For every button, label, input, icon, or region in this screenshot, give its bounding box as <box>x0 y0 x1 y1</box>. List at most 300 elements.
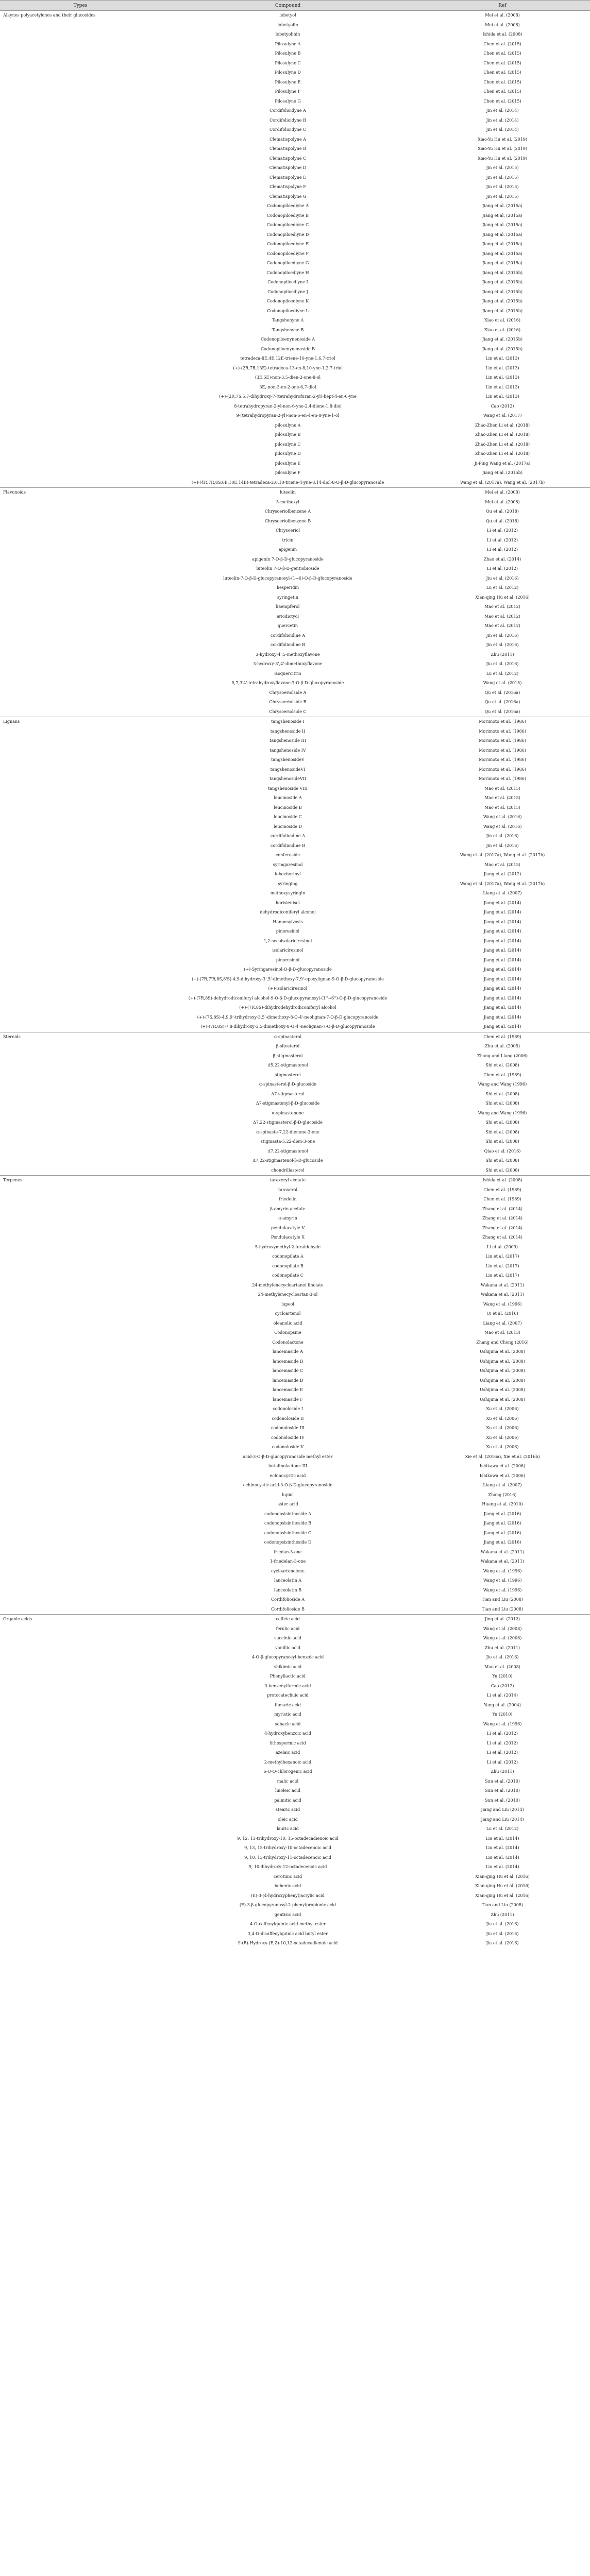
ref-cell: Wang and Wang (1996) <box>478 1082 527 1087</box>
ref-cell: Chen et al. (1989) <box>483 1072 521 1077</box>
ref-cell: Xian-qing Hu et al. (2016) <box>475 595 530 600</box>
compound-cell: linoleic acid <box>275 1788 300 1793</box>
compound-cell: Clematispolyne C <box>269 156 307 161</box>
ref-cell: Wang et al. (1996) <box>483 1587 522 1592</box>
compound-cell: gentisic acid <box>274 1912 301 1917</box>
compound-cell: tangshenoside I <box>161 717 415 727</box>
ref-cell: Mei et al. (2008) <box>485 22 520 27</box>
ref-cell: Wang et al. (1996) <box>483 1301 522 1307</box>
header-compound: Compound <box>161 1 415 11</box>
ref-cell: Jiang et al. (2012) <box>483 872 521 876</box>
ref-cell: Lin et al. (2013) <box>485 384 519 389</box>
compound-cell: (E)-3-β-glucopyranosyl-2-phenylpropionic acid <box>239 1903 336 1907</box>
ref-cell: Ji-Ping Wang et al. (2017a) <box>474 461 531 466</box>
table-row <box>0 1176 590 1185</box>
ref-cell: Jiu et al. (2016) <box>486 1931 519 1936</box>
compound-cell: 3-hydroxy-4',5-methoxyflavone <box>256 652 320 657</box>
compound-cell: taraxeryl acetate <box>161 1176 415 1185</box>
compound-cell: 6-O-Q-chlorogenic acid <box>263 1769 312 1774</box>
ref-cell: Jiang et al. (2014) <box>483 976 521 981</box>
ref-cell: Zhao et al. (2014) <box>483 556 521 562</box>
ref-cell: Chen et al. (2015) <box>483 79 521 84</box>
compound-cell: Codonopiloediyne H <box>266 270 309 275</box>
compound-cell: 4-hydroxybenzoic acid <box>264 1731 311 1736</box>
ref-cell: Lin et al. (2013) <box>485 356 519 361</box>
ref-cell: Xian-qing Hu et al. (2016) <box>475 1884 530 1888</box>
compound-cell: syringetin <box>277 595 298 600</box>
ref-cell: Wang et al. (2015) <box>483 681 522 685</box>
ref-cell: Lu et al. (2012) <box>486 585 519 590</box>
compound-cell: Pilosulyne G <box>275 98 301 104</box>
ref-cell: Li et al. (2012) <box>487 1731 518 1736</box>
table-row <box>0 11 590 21</box>
ref-cell: Xiao-Yu Hu et al. (2019) <box>477 137 528 142</box>
compound-cell: pinoresinol <box>276 957 300 962</box>
compound-cell: lancemaside C <box>272 1368 304 1373</box>
compound-cell: Clematispolyne A <box>269 137 306 142</box>
ref-cell: Tian and Liu (2008) <box>481 1606 524 1612</box>
ref-cell: Ushijima et al. (2008) <box>479 1359 525 1364</box>
ref-cell: Liang et al. (2007) <box>483 1483 522 1487</box>
compound-cell: 4-O-β-glucopyranosyl-benzoic acid <box>251 1655 324 1659</box>
ref-cell: Jiang et al. (2015a) <box>482 213 522 218</box>
ref-cell: Jiang et al. (2015b) <box>482 337 522 342</box>
compound-cell: Codonopiloediyne G <box>266 261 309 265</box>
ref-cell: Shi et al. (2008) <box>485 1129 519 1134</box>
type-cell: Flavonoids <box>0 488 161 717</box>
compound-cell: α-spinasterol <box>161 1032 415 1042</box>
ref-cell: Mei et al. (2008) <box>485 499 520 504</box>
compound-cell: Codonopiloediyne F <box>267 251 309 256</box>
compound-cell: kaempferol <box>276 604 300 609</box>
ref-cell: Wakana et al. (2011) <box>481 1292 524 1297</box>
compound-cell: tetradeca-8E,4E,12E-triene-10-yne-1,6,7-triol <box>240 356 335 361</box>
ref-cell: Jiang et al. (2014) <box>483 929 521 934</box>
ref-cell: Jiang et al. (2015b) <box>482 470 522 475</box>
ref-cell: Jiang and Liu (2014) <box>481 1807 524 1812</box>
compound-cell: 3,4-O-dicaffeoylquinic acid butyl ester <box>248 1931 328 1936</box>
ref-cell: Lin et al. (2013) <box>485 375 519 380</box>
compound-cell: pilosulyne C <box>275 442 301 447</box>
compound-cell: Chrysoeriolside B <box>269 700 307 704</box>
compound-cell: 1,2-secoisolariciresinol <box>263 938 312 943</box>
compound-cell: Chrysoeriolside C <box>269 709 307 714</box>
compound-cell: 9-(tetrahydropyran-2-yl)-non-6-en-4-en-8-yne-1-ol <box>236 413 340 418</box>
ref-cell: Jiang et al. (2014) <box>483 919 521 924</box>
compound-cell: (+)-(7R,7'R,8S,8'S)-4,9-dihydroxy-3',5'-dimethoxy-7,9'-epoxylignan-9-O-β-D-glucopyranoside <box>192 976 384 981</box>
ref-cell: Tian and Liu (2008) <box>481 1597 524 1602</box>
ref-cell: Liu et al. (2017) <box>485 1273 519 1278</box>
ref-cell: Wang et al. (2008) <box>483 1636 522 1640</box>
compound-cell: lobetyolin <box>277 22 298 27</box>
compound-cell: friedelin <box>279 1197 297 1201</box>
compound-cell: methoxysyringin <box>270 891 306 895</box>
compound-cell: conferoside <box>275 853 300 857</box>
ref-cell: Mao et al. (2015) <box>484 805 520 810</box>
table-row <box>0 1615 590 1624</box>
ref-cell: Jiang et al. (2014) <box>483 1005 521 1010</box>
ref-cell: Qu et al. (2016a) <box>484 690 520 695</box>
ref-cell: Jiu et al. (2016) <box>486 1655 519 1659</box>
ref-cell: Morimoto et al. (1986) <box>479 738 526 743</box>
ref-cell: Yu (2010) <box>492 1674 513 1679</box>
ref-cell: Jin et al. (2016) <box>486 834 519 838</box>
compound-cell: codonoloside III <box>271 1426 305 1430</box>
compound-cell: pinoresinol <box>276 929 300 934</box>
ref-cell: Ushijima et al. (2008) <box>479 1397 525 1402</box>
ref-cell: Zhu (2011) <box>491 1912 514 1917</box>
compound-cell: fumaric acid <box>275 1702 301 1707</box>
ref-cell: Jing et al. (2012) <box>415 1615 590 1624</box>
compound-cell: Codonopiloediyne C <box>266 223 309 227</box>
table-header-row <box>0 1 590 11</box>
ref-cell: Sun et al. (2010) <box>485 1778 520 1784</box>
ref-cell: Jiang et al. (2014) <box>483 995 521 1001</box>
compound-cell: lauric acid <box>277 1826 299 1831</box>
ref-cell: Xu et al. (2006) <box>486 1416 519 1421</box>
ref-cell: Ishikawa et al. (2006) <box>479 1464 526 1468</box>
compound-cell: tangshenosideVII <box>269 776 306 781</box>
ref-cell: Qiao et al. (2016) <box>484 1148 521 1154</box>
compound-cell: β-stigmasterol <box>273 1053 303 1058</box>
compound-cell: lancemaside A <box>273 1349 303 1354</box>
ref-cell: Wang et al. (2017a), Wang et al. (2017b) <box>460 480 545 485</box>
ref-cell: Qu et al. (2016a) <box>484 700 520 704</box>
compound-cell: myristic acid <box>274 1712 301 1717</box>
compound-cell: 4-O-caffeoylquinic acid methyl ester <box>250 1922 326 1926</box>
type-cell: Steroids <box>0 1032 161 1176</box>
compound-cell: 9, 10-dihydroxy-12-octadecenoic acid <box>248 1865 327 1869</box>
ref-cell: Zhang et al. (2014) <box>482 1206 522 1211</box>
table-row <box>0 488 590 498</box>
compound-cell: taraxerol <box>278 1187 298 1192</box>
ref-cell: Liu et al. (2014) <box>485 1845 519 1850</box>
compound-cell: pilosulyne E <box>275 461 301 466</box>
ref-cell: Shi et al. (2008) <box>485 1139 519 1144</box>
ref-cell: Jiang et al. (2014) <box>483 957 521 962</box>
compound-cell: Pilosulyne A <box>275 41 301 46</box>
ref-cell: Xiao-Yu Hu et al. (2019) <box>477 156 528 161</box>
ref-cell: Yang et al. (2004) <box>484 1702 521 1707</box>
ref-cell: Wang et al. (2016) <box>483 824 522 829</box>
compound-cell: 5-hydroxymethyl-2-furaldehyde <box>255 1244 321 1249</box>
ref-cell: Jiang et al. (2015b) <box>482 299 522 303</box>
compound-cell: (+)-(7S,8S)-4,9,9'-trihydroxy-3,5'-dimethoxy-8-O-4'-neolignan-7-O-β-D-glucopyranoside <box>197 1014 379 1020</box>
ref-cell: Jin et al. (2015) <box>486 194 519 199</box>
ref-cell: Mao et al. (2015) <box>484 786 520 791</box>
compound-cell: 3E,-non-3-en-2-one-6,7-diol <box>259 384 316 389</box>
ref-cell: Qu et al. (2018) <box>486 509 519 514</box>
compound-cell: stearic acid <box>275 1807 300 1812</box>
compound-cell: Cordifolioidyne A <box>269 108 306 113</box>
compound-cell: Chrysoeriolside A <box>269 690 307 695</box>
ref-cell: Jiang et al. (2016) <box>483 1530 521 1535</box>
ref-cell: Jiang et al. (2016) <box>483 1521 521 1526</box>
compound-cell: lancemaside F <box>273 1397 303 1402</box>
ref-cell: Jiang et al. (2014) <box>483 948 521 953</box>
compound-cell: isoquercitrin <box>274 671 301 676</box>
compound-cell: lupeol <box>281 1301 294 1307</box>
compound-cell: Cordifolioidyne C <box>269 127 306 132</box>
compound-cell: malic acid <box>277 1778 299 1784</box>
ref-cell: Jiang et al. (2015b) <box>482 346 522 351</box>
compound-cell: Pilosulyne C <box>275 60 301 65</box>
ref-cell: Jiang et al. (2014) <box>483 938 521 943</box>
compound-cell: Tangshenyne B <box>272 327 304 332</box>
ref-cell: Tian and Liu (2008) <box>481 1903 524 1907</box>
ref-cell: Xu et al. (2006) <box>486 1445 519 1449</box>
ref-cell: Jiang and Liu (2014) <box>481 1817 524 1822</box>
compound-cell: Cordifolioside A <box>271 1597 305 1602</box>
compound-cell: Pilosulyne D <box>275 70 301 75</box>
ref-cell: Morimoto et al. (1986) <box>479 776 526 781</box>
compound-cell: Clematispolyne D <box>269 165 307 170</box>
ref-cell: Jin et al. (2016) <box>486 843 519 848</box>
ref-cell: Jin et al. (2015) <box>486 184 519 189</box>
compound-cell: lanceolatin B <box>274 1587 302 1592</box>
ref-cell: Mao et al. (2012) <box>484 623 520 628</box>
compound-cell: hesperidin <box>276 585 299 590</box>
compound-cell: oleanolic acid <box>273 1320 302 1326</box>
ref-cell: Wang et al. (2017a), Wang et al. (2017b) <box>460 853 545 857</box>
ref-cell: Ushijima et al. (2008) <box>479 1368 525 1373</box>
compound-cell: luteolin 7-O-β-D-gentiobioside <box>256 566 319 571</box>
ref-cell: Jiang et al. (2015a) <box>482 261 522 265</box>
ref-cell: Jin et al. (2014) <box>486 117 519 123</box>
compound-cell: tangshenosideV <box>271 757 305 762</box>
ref-cell: Wang and Wang (1996) <box>478 1110 527 1115</box>
compound-cell: Clematispolyne F <box>269 184 306 189</box>
ref-cell: Jiang et al. (2014) <box>483 910 521 914</box>
compound-cell: tangshenoside III <box>269 738 306 743</box>
ref-cell: Liu et al. (2014) <box>485 1836 519 1841</box>
compound-cell: Cordifolioidyne B <box>269 117 306 123</box>
compound-cell: Phenyllactic acid <box>269 1674 306 1679</box>
compound-cell: codonoloside I <box>273 1406 303 1411</box>
ref-cell: Shi et al. (2008) <box>485 1091 519 1096</box>
ref-cell: Mei et al. (2008) <box>415 488 590 498</box>
compound-cell: 9, 13, 15-trihydroxy-10-octadecenoic acid <box>244 1845 331 1850</box>
ref-cell: Xie et al. (2016a), Xie et al. (2016b) <box>465 1454 540 1459</box>
ref-cell: Li et al. (2012) <box>487 1759 518 1765</box>
compound-cell: Chrysoeriolbenzene B <box>264 518 311 523</box>
type-cell: Lignans <box>0 717 161 1032</box>
ref-cell: Jiu et al. (2016) <box>486 1922 519 1926</box>
ref-cell: Morimoto et al. (1986) <box>479 728 526 734</box>
table-body <box>0 11 590 1948</box>
compound-cell: codonoloside IV <box>271 1435 305 1440</box>
ref-cell: Lin et al. (2013) <box>485 394 519 399</box>
compound-cell: Clematispolyne E <box>269 175 306 180</box>
compound-cell: pilosulyne F <box>275 470 301 475</box>
ref-cell: Jiang et al. (2014) <box>483 1014 521 1020</box>
ref-cell: Ishida et al. (2008) <box>415 1176 590 1185</box>
compound-cell: (+)-(7R,8S)-dehydrodiconiferyl alcohol-9-O-β-D-glucopyranosyl-(1''→6'')-O-β-D-glucopyranoside <box>188 995 387 1001</box>
ref-cell: Huang et al. (2010) <box>482 1502 523 1506</box>
ref-cell: Ushijima et al. (2008) <box>479 1349 525 1354</box>
compound-cell: tricin <box>282 537 294 543</box>
compound-cell: codonopilate A <box>272 1254 304 1259</box>
compound-cell: lupiol <box>282 1492 294 1497</box>
compound-cell: leucinoside C <box>274 815 302 819</box>
compound-cell: cordifolioidine A <box>271 834 305 838</box>
compound-cell: codonoloside V <box>272 1445 304 1449</box>
ref-cell: Jin et al. (2014) <box>486 108 519 113</box>
compound-cell: isolariciresinol <box>272 948 304 953</box>
compound-cell: cordifolioidine B <box>270 642 306 647</box>
ref-cell: Xu et al. (2006) <box>486 1406 519 1411</box>
ref-cell: Mao et al. (2015) <box>484 795 520 800</box>
compound-cell: cycloartenolone <box>271 1568 305 1573</box>
compound-cell: 5-methoxyl <box>276 499 299 504</box>
ref-cell: Xian-qing Hu et al. (2016) <box>475 1893 530 1898</box>
compound-cell: cordifolioidine A <box>271 633 305 638</box>
compound-cell: pilosulyne A <box>275 422 301 428</box>
ref-cell: Chen et al. (2015) <box>483 70 521 75</box>
ref-cell: Jiang et al. (2015a) <box>482 242 522 246</box>
ref-cell: Jiang et al. (2014) <box>483 900 521 905</box>
ref-cell: Shi et al. (2008) <box>485 1120 519 1125</box>
compound-cell: chondrillasterol <box>271 1167 305 1173</box>
compound-cell: cordifolioidine B <box>270 843 306 848</box>
compound-cell: Codonopiloenynenoside A <box>261 337 315 342</box>
type-cell: Terpenes <box>0 1176 161 1615</box>
compound-cell: Codonopsine <box>274 1330 301 1335</box>
ref-cell: Jin et al. (2014) <box>486 127 519 132</box>
ref-cell: Wang et al. (2016) <box>483 815 522 819</box>
compound-cell: 5,7,3'4'-tetrahydroxyflavone-7-O-β-D-glucopyranoside <box>231 681 344 685</box>
ref-cell: Zhang (2016) <box>488 1492 517 1497</box>
ref-cell: Jiang et al. (2015b) <box>482 270 522 275</box>
ref-cell: Zhang et al. (2014) <box>482 1216 522 1221</box>
ref-cell: Jiang et al. (2015a) <box>482 204 522 208</box>
compound-cell: Pendulacatyle X <box>271 1235 305 1240</box>
compound-cell: Clematispolyne B <box>269 146 306 151</box>
compound-cell: lancemaside E <box>273 1387 303 1392</box>
ref-cell: Jiang et al. (2016) <box>483 1540 521 1545</box>
compound-cell: α-spinaste-7,22-dienone-3-one <box>256 1129 319 1134</box>
compound-cell: Tangshenyne A <box>272 318 304 323</box>
compound-cell: dehydrodiconiferyl alcohol <box>260 910 316 914</box>
compound-cell: syringing <box>278 881 298 886</box>
ref-cell: Wakana et al. (2011) <box>481 1549 524 1554</box>
compound-cell: acid-3-O-β-D-glucopyranoside methyl ester <box>243 1454 333 1459</box>
compound-cell: Codonopiloediyne A <box>266 204 309 208</box>
compound-cell: Δ7,22-stigmastenol <box>267 1148 308 1154</box>
ref-cell: Chen et al. (1989) <box>483 1197 521 1201</box>
ref-cell: Jiang et al. (2015a) <box>482 223 522 227</box>
ref-cell: Liu et al. (2017) <box>485 1263 519 1268</box>
compound-cell: ferulic acid <box>276 1626 300 1631</box>
ref-cell: Wang et al. (2017a), Wang et al. (2017b) <box>460 881 545 886</box>
compound-cell: pilosulyne B <box>275 432 301 437</box>
compound-cell: apigenin 7-O-β-D-glucopyranoside <box>252 556 324 562</box>
compound-cell: vanillic acid <box>275 1645 300 1650</box>
ref-cell: Chen et al. (2015) <box>483 51 521 56</box>
compound-cell: horisienisol <box>276 900 300 905</box>
ref-cell: Cao (2012) <box>491 1683 514 1688</box>
compound-cell: echinocystic acid-3-O-β-D-glucopyranoside <box>243 1483 333 1487</box>
ref-cell: Zhu et al. (2005) <box>485 1044 520 1048</box>
compound-cell: (E)-3-(4-hydroxyphenyl)acrylic acid <box>251 1893 325 1898</box>
compound-cell: lancemaside B <box>273 1359 303 1364</box>
compound-cell: leucinoside A <box>274 795 302 800</box>
ref-cell: Zhu et al. (2011) <box>485 1645 520 1650</box>
compound-cell: Hanonsylvosis <box>273 919 303 924</box>
ref-cell: Li et al. (2012) <box>487 566 518 571</box>
header-types: Types <box>0 1 161 11</box>
compound-cell: 3-hydroxy-3',4'-dimethoxyflavone <box>253 662 323 666</box>
compound-cell: α-spinasterol-β-D-glucoside <box>259 1082 316 1087</box>
compound-cell: Cordifolioside B <box>271 1606 305 1612</box>
ref-cell: Ishida et al. (2008) <box>482 32 522 37</box>
compound-cell: Δ7,22-stigmasterol-β-D-glucoside <box>253 1120 323 1125</box>
compound-cell: stigmasta-5,22-dien-3-one <box>260 1139 315 1144</box>
ref-cell: Sun et al. (2010) <box>485 1798 520 1803</box>
ref-cell: Chen et al. (1989) <box>483 1187 521 1192</box>
ref-cell: Shi et al. (2008) <box>485 1167 519 1173</box>
compound-cell: stigmasterol <box>275 1072 301 1077</box>
ref-cell: Li et al. (2012) <box>487 528 518 533</box>
compound-cell: Codonopiloediyne L <box>267 308 309 313</box>
compound-cell: tangshenoside IV <box>269 748 306 753</box>
ref-cell: Qi et al. (2016) <box>486 1311 518 1316</box>
ref-cell: Jin et al. (2015) <box>486 165 519 170</box>
ref-cell: Jin et al. (2016) <box>486 633 519 638</box>
compound-cell: (3E,5E)-non-3,5-dien-2-one-8-ol <box>255 375 321 380</box>
ref-cell: Chen et al. (2015) <box>483 60 521 65</box>
compound-cell: codonopilate C <box>272 1273 304 1278</box>
ref-cell: Zhao-Zhen Li et al. (2018) <box>475 451 530 456</box>
compound-cell: 8-tetrahydropyran-2-yl-non-6-yne-2,4-diene-1,8-diol <box>234 403 342 409</box>
compound-cell: Codonopiloediyne D <box>266 232 309 237</box>
ref-cell: Wakana et al. (2011) <box>481 1559 524 1564</box>
compound-cell: codonopsisinthoside D <box>264 1540 312 1545</box>
compound-cell: codonopsisinthoside A <box>264 1511 311 1516</box>
ref-cell: Jiang et al. (2014) <box>483 967 521 972</box>
compound-cell: pilosulyne D <box>275 451 301 456</box>
compound-cell: Δ7-stigmastenyl-β-D-glucoside <box>256 1101 320 1106</box>
compound-cell: Pilosulyne F <box>275 89 301 94</box>
ref-cell: Mao et al. (2012) <box>484 614 520 619</box>
compound-cell: Codonopiloenynenoside B <box>260 346 315 351</box>
ref-cell: Qu et al. (2018) <box>486 518 519 523</box>
ref-cell: Liu et al. (2014) <box>485 1865 519 1869</box>
compound-cell: (+)-(2R,7R,13E)-tetradeca-13-en-8,10-yne-1,2,7-triol <box>233 365 343 370</box>
compound-cell: lobetyol <box>161 11 415 21</box>
ref-cell: Liu et al. (2017) <box>485 1254 519 1259</box>
compound-cell: Codonolactone <box>272 1340 304 1345</box>
ref-cell: Mao et al. (2015) <box>484 862 520 867</box>
ref-cell: Zhu (2011) <box>491 1769 514 1774</box>
compound-cell: Codonopiloediyne K <box>266 299 309 303</box>
compound-cell: Pilosulyne E <box>275 79 301 84</box>
ref-cell: Xian-qing Hu et al. (2016) <box>475 1874 530 1879</box>
ref-cell: Li et al. (2012) <box>487 537 518 543</box>
compound-cell: pendulacatyle V <box>271 1225 305 1230</box>
ref-cell: Chen et al. (1989) <box>415 1032 590 1042</box>
ref-cell: Morimoto et al. (1986) <box>415 717 590 727</box>
ref-cell: Li et al. (2012) <box>487 547 518 552</box>
compound-cell: Clematispolyne G <box>269 194 307 199</box>
compound-cell: codonopsisinthoside B <box>264 1521 311 1526</box>
compound-cell: Chrysoeriolbenzene A <box>264 509 311 514</box>
ref-cell: Shi et al. (2008) <box>485 1063 519 1067</box>
ref-cell: Zhang et al. (2014) <box>482 1235 522 1240</box>
compound-cell: sebacic acid <box>275 1721 301 1726</box>
compound-cell: palmitic acid <box>274 1798 301 1803</box>
compound-cell: (+)-isolariciresinol <box>268 986 308 991</box>
